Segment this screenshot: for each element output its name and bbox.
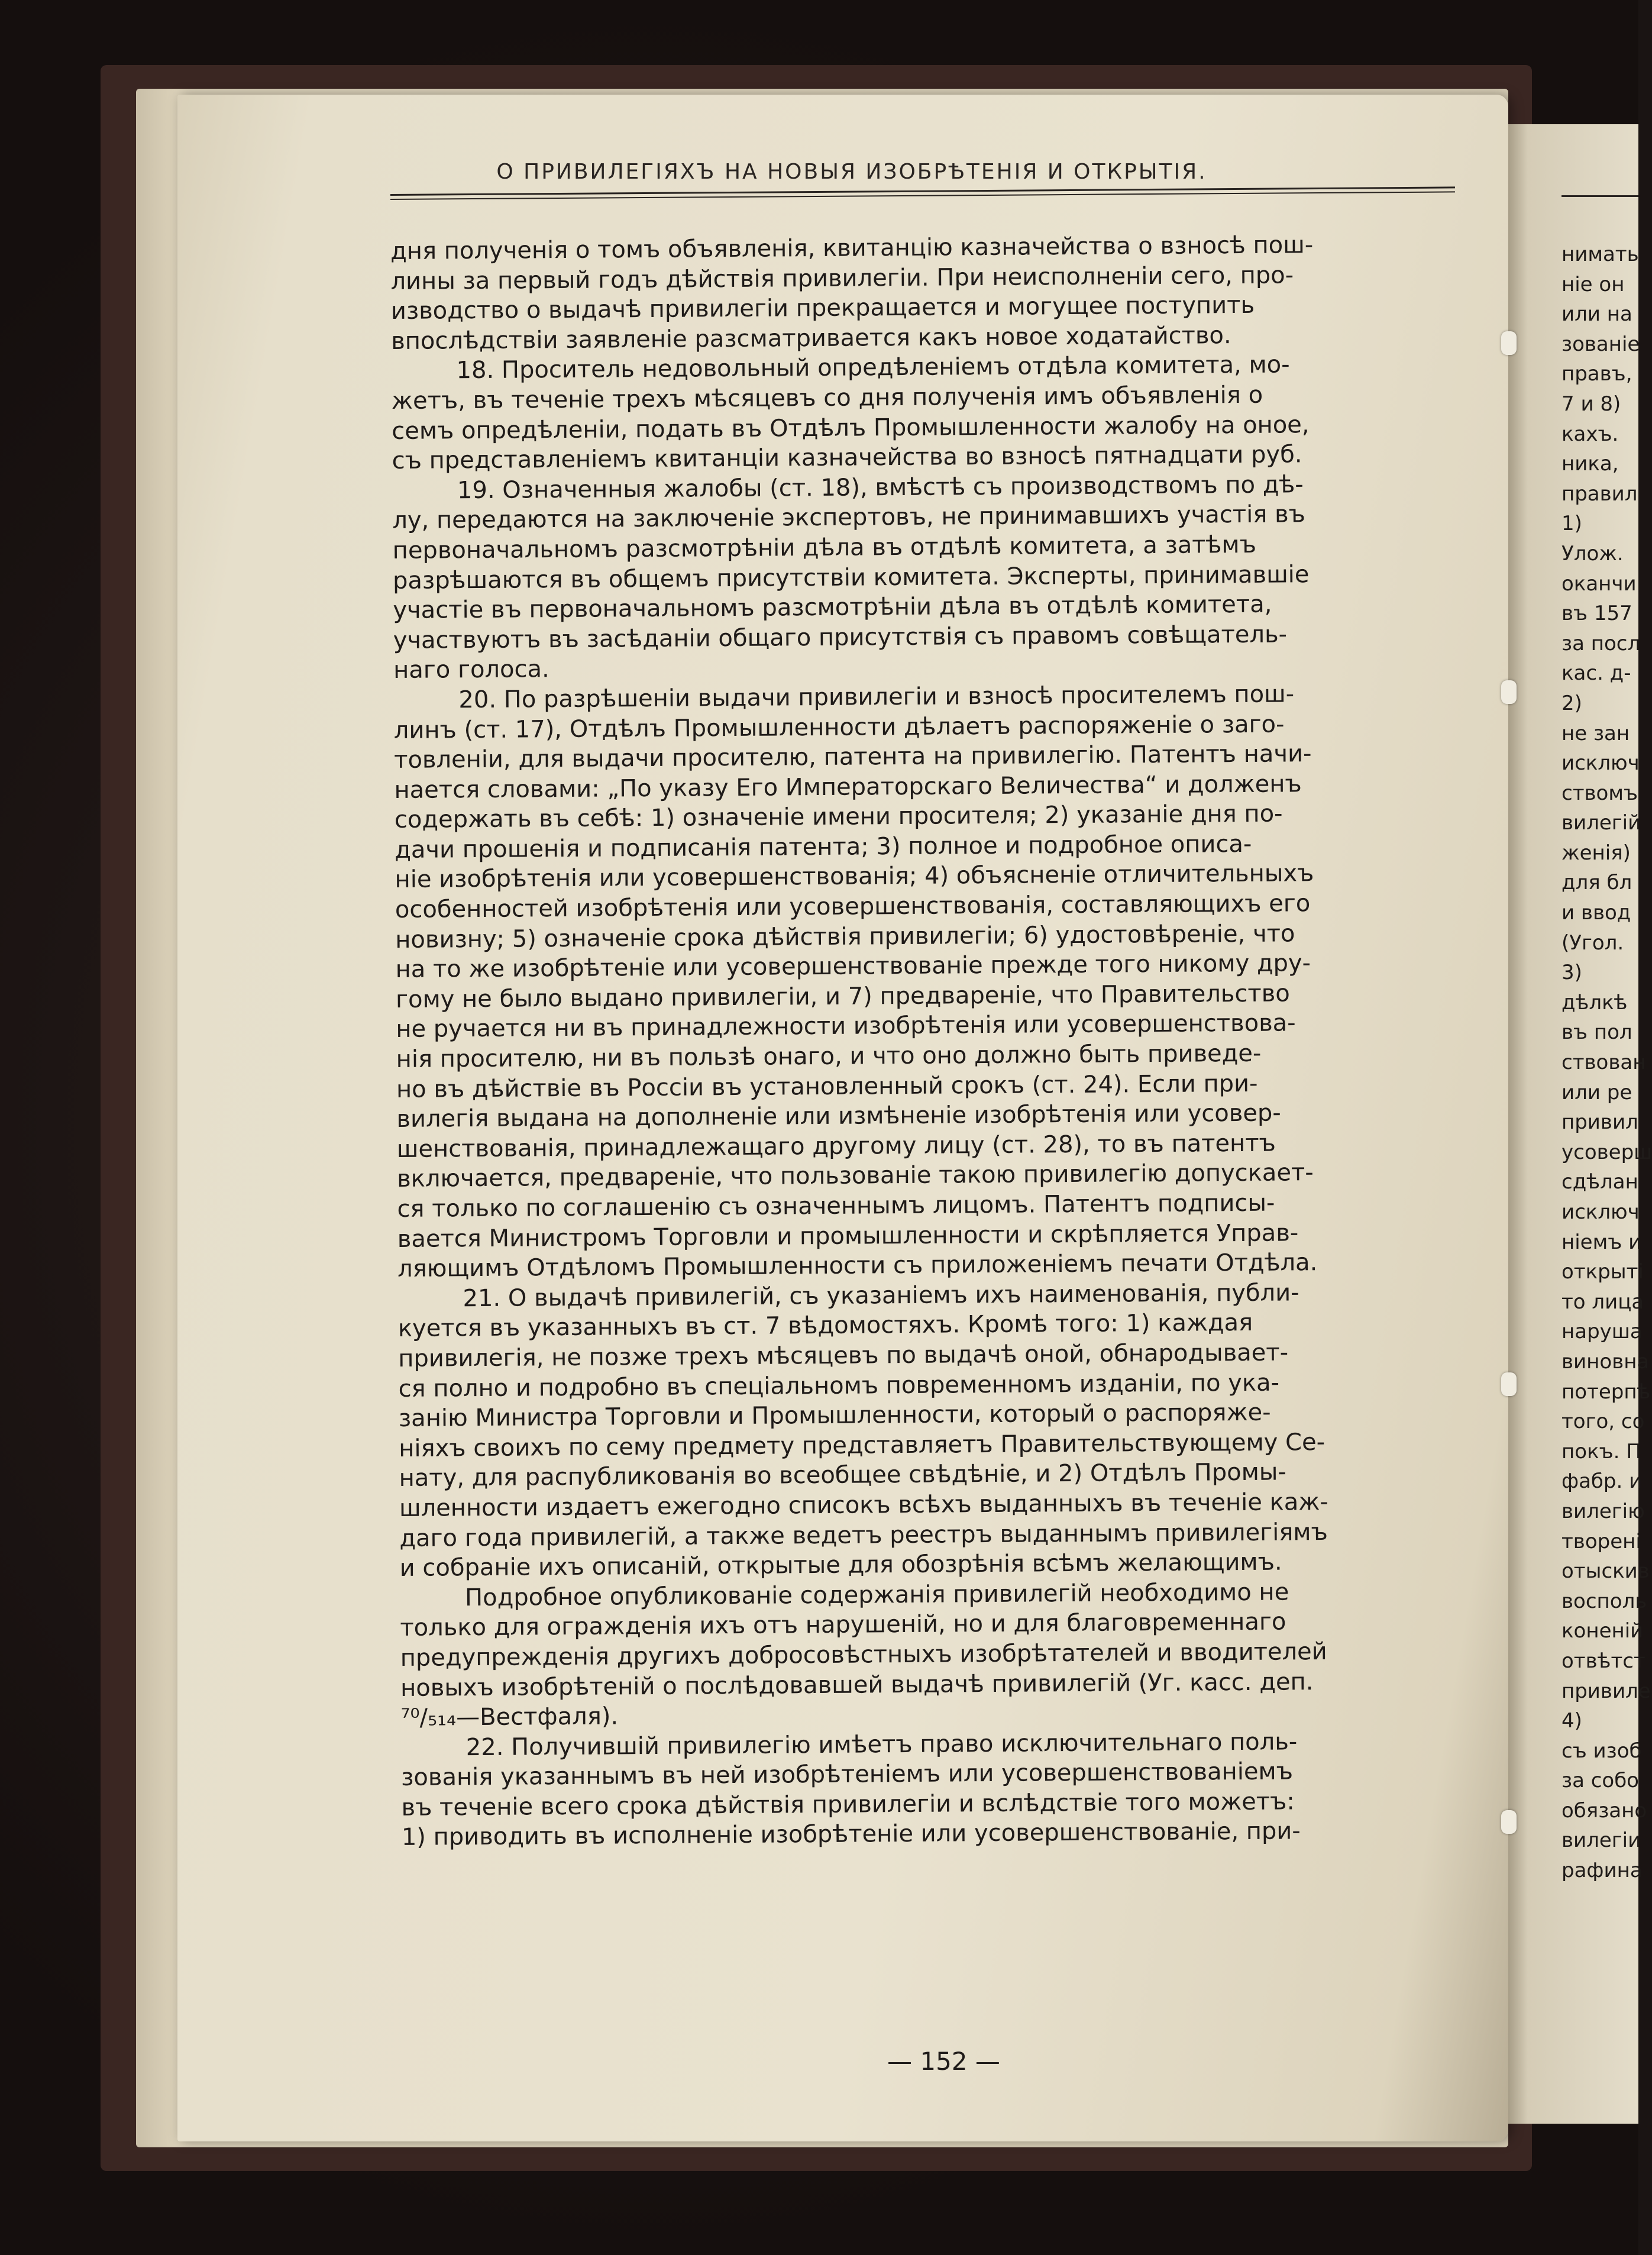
text-line: нату, для распубликованія во всеобщее свѣдѣніе, и 2) Отдѣлъ Промы- [399, 1458, 1286, 1492]
text-line: нія просителю, ни въ пользѣ онаго, и что оно должно быть приведе- [396, 1039, 1262, 1073]
text-line: шленности издаетъ ежегодно списокъ всѣхъ выданныхъ въ теченіе каж- [399, 1488, 1328, 1522]
text-line: содержать въ себѣ: 1) означеніе имени просителя; 2) указаніе дня по- [394, 800, 1283, 834]
next-page-line: Улож. [1562, 541, 1624, 566]
text-line: изводство о выдачѣ привилегіи прекращается и могущее поступить [390, 291, 1255, 325]
text-line: вается Министромъ Торговли и промышленности и скрѣпляется Управ- [397, 1219, 1299, 1253]
next-page-line: потерпѣ [1562, 1380, 1651, 1404]
text-line: ляющимъ Отдѣломъ Промышленности съ приложеніемъ печати Отдѣла. [397, 1249, 1318, 1283]
text-line: участвуютъ въ засѣданіи общаго присутствія съ правомъ совѣщатель- [393, 621, 1288, 654]
next-page-line: открыті [1562, 1260, 1644, 1284]
text-line: включается, предвареніе, что пользованіе такою привилегію допускает- [396, 1159, 1314, 1193]
next-page-line: 7 и 8) [1562, 392, 1621, 416]
next-page-line: отыскив [1562, 1559, 1650, 1584]
next-page-line: вилегій [1562, 811, 1641, 835]
next-page-line: зованіе [1562, 332, 1640, 356]
next-page-line: и ввод [1562, 901, 1631, 925]
text-line: Подробное опубликованіе содержанія привилегій необходимо не [464, 1578, 1289, 1611]
text-line: куется въ указанныхъ въ ст. 7 вѣдомостяхъ. Кромѣ того: 1) каждая [397, 1309, 1253, 1343]
next-page-line: 4) [1562, 1709, 1582, 1733]
text-line: ся только по соглашенію съ означеннымъ лицомъ. Патентъ подписы- [397, 1189, 1275, 1223]
next-page-line: въ 157 [1562, 602, 1632, 626]
text-line: даго года привилегій, а также ведетъ реестръ выданнымъ привилегіямъ [399, 1518, 1328, 1552]
next-page-line: нимать [1562, 243, 1639, 266]
text-line: 19. Означенныя жалобы (ст. 18), вмѣстѣ съ производствомъ по дѣ- [457, 470, 1304, 504]
next-page-line: виновна [1562, 1349, 1650, 1374]
text-line: привилегія, не позже трехъ мѣсяцевъ по выдачѣ оной, обнародывает- [398, 1339, 1289, 1372]
text-line: 1) приводить въ исполненіе изобрѣтеніе или усовершенствованіе, при- [401, 1817, 1301, 1852]
next-page-line: привиле [1562, 1679, 1651, 1703]
text-line: занію Министра Торговли и Промышленности, который о распоряже- [398, 1398, 1271, 1433]
text-line: 18. Проситель недовольный опредѣленіемъ отдѣла комитета, мо- [456, 351, 1290, 385]
text-line: предупрежденія другихъ добросовѣстныхъ изобрѣтателей и вводителей [400, 1637, 1327, 1672]
text-line: особенностей изобрѣтенія или усовершенствованія, составляющихъ его [395, 890, 1311, 924]
text-line: и собраніе ихъ описаній, открытые для обозрѣнія всѣмъ желающимъ. [399, 1548, 1282, 1582]
next-page-line: восполь [1562, 1589, 1647, 1613]
text-line: только для огражденія ихъ отъ нарушеній, но и для благовременнаго [400, 1608, 1286, 1642]
next-page-line: привил [1562, 1110, 1638, 1135]
next-page-line: правъ, [1562, 362, 1632, 386]
next-page-line: кахъ. [1562, 422, 1619, 446]
body-text [390, 229, 1466, 1853]
next-page-line: 2) [1562, 691, 1582, 715]
next-page-line: фабр. и [1562, 1469, 1643, 1494]
text-line: ⁷⁰/₅₁₄—Вестфаля). [400, 1702, 619, 1732]
next-page-line: вилегію [1562, 1499, 1645, 1523]
running-head: О ПРИВИЛЕГІЯХЪ НА НОВЫЯ ИЗОБРѢТЕНІЯ И ОТКРЫТІЯ. [496, 160, 1207, 184]
text-line: съ представленіемъ квитанціи казначейства во взносѣ пятнадцати руб. [392, 441, 1302, 475]
text-line: дня полученія о томъ объявленія, квитанцію казначейства о взносѣ пош- [390, 231, 1314, 265]
next-page-line: ніе он [1562, 272, 1625, 296]
next-page-line: дѣлкѣ [1562, 990, 1628, 1015]
text-line: шенствованія, принадлежащаго другому лицу (ст. 28), то въ патентъ [396, 1129, 1276, 1163]
text-line: 20. По разрѣшеніи выдачи привилегіи и взносѣ просителемъ пош- [458, 680, 1295, 714]
text-line: нается словами: „По указу Его Императорскаго Величества“ и долженъ [394, 770, 1302, 804]
text-line: наго голоса. [393, 655, 549, 684]
text-line: дачи прошенія и подписанія патента; 3) полное и подробное описа- [395, 830, 1252, 864]
binding-clip [1501, 331, 1517, 355]
next-page-line: оканчи [1562, 571, 1637, 596]
next-page-line: 1) [1562, 512, 1582, 536]
text-line: лины за первый годъ дѣйствія привилегіи. При неисполненіи сего, про- [390, 261, 1294, 295]
page-number: — 152 — [887, 2047, 1000, 2076]
next-page-line: женія) [1562, 841, 1631, 865]
text-line: ніе изобрѣтенія или усовершенствованія; 4) объясненіе отличительныхъ [395, 860, 1314, 894]
next-page-line: того, со [1562, 1410, 1645, 1434]
text-line: не ручается ни въ принадлежности изобрѣтенія или усовершенствова- [396, 1009, 1296, 1043]
next-page-line: съ изоб [1562, 1739, 1642, 1763]
next-page-line: для бл [1562, 871, 1632, 895]
next-page-line: въ пол [1562, 1020, 1632, 1045]
text-line: лу, передаются на заключеніе экспертовъ, не принимавшихъ участія въ [392, 500, 1306, 535]
next-page-line: ніемъ и [1562, 1230, 1642, 1254]
next-page-line: за собо [1562, 1769, 1639, 1793]
text-line: товленіи, для выдачи просителю, патента на привилегію. Патентъ начи- [394, 740, 1312, 774]
next-page-line: вилегіи [1562, 1828, 1641, 1853]
binding-clip [1501, 1372, 1517, 1396]
next-page-line: 3) [1562, 961, 1582, 985]
text-line: ніяхъ своихъ по сему предмету представляетъ Правительствующему Се- [399, 1428, 1326, 1462]
next-page-line: ника, [1562, 452, 1619, 476]
text-line: первоначальномъ разсмотрѣніи дѣла въ отдѣлѣ комитета, а затѣмъ [392, 531, 1257, 564]
next-page-line: творені [1562, 1529, 1641, 1553]
next-page-line: рафина [1562, 1859, 1643, 1883]
text-line: ся полно и подробно въ спеціальномъ повременномъ изданіи, по ука- [398, 1369, 1280, 1403]
next-page-line: ствомъ [1562, 781, 1638, 805]
text-line: впослѣдствіи заявленіе разсматривается какъ новое ходатайство. [391, 321, 1231, 355]
text-line: зованія указаннымъ въ ней изобрѣтеніемъ или усовершенствованіемъ [401, 1758, 1294, 1792]
text-line: линъ (ст. 17), Отдѣлъ Промышленности дѣлаетъ распоряженіе о заго- [393, 710, 1285, 744]
next-page-line: то лица [1562, 1290, 1644, 1314]
next-page-header-rule [1562, 195, 1638, 197]
next-page-line: не зан [1562, 721, 1630, 745]
next-page-line: отвѣтст [1562, 1649, 1645, 1673]
text-line: жетъ, въ теченіе трехъ мѣсяцевъ со дня полученія имъ объявленія о [391, 381, 1263, 415]
text-line: вилегія выдана на дополненіе или измѣненіе изобрѣтенія или усовер- [396, 1099, 1281, 1133]
next-page-line: обязано [1562, 1798, 1647, 1823]
next-page-line: покъ. П [1562, 1439, 1641, 1464]
text-line: но въ дѣйствіе въ Россіи въ установленный срокъ (ст. 24). Если при- [396, 1070, 1258, 1103]
next-page-line: или на [1562, 302, 1632, 327]
next-page-text [1562, 240, 1652, 1886]
text-line: на то же изобрѣтеніе или усовершенствованіе прежде того никому дру- [395, 949, 1311, 984]
text-line: новыхъ изобрѣтеній о послѣдовавшей выдачѣ привилегій (Уг. касс. деп. [400, 1668, 1314, 1702]
text-line: въ теченіе всего срока дѣйствія привилегіи и вслѣдствіе того можетъ: [401, 1788, 1295, 1821]
next-page-line: (Угол. [1562, 931, 1624, 955]
text-line: гому не было выдано привилегіи, и 7) предвареніе, что Правительство [395, 980, 1290, 1013]
next-page-line: за посл [1562, 631, 1641, 655]
text-line: участіе въ первоначальномъ разсмотрѣніи дѣла въ отдѣлѣ комитета, [393, 590, 1272, 625]
binding-clip [1501, 1810, 1517, 1834]
text-line: новизну; 5) означеніе срока дѣйствія привилегіи; 6) удостовѣреніе, что [395, 920, 1295, 954]
text-line: семъ опредѣленіи, подать въ Отдѣлъ Промышленности жалобу на оное, [392, 411, 1310, 445]
next-page-line: усоверш [1562, 1140, 1652, 1164]
text-line: 22. Получившій привилегію имѣетъ право исключительнаго поль- [465, 1728, 1298, 1761]
text-line: разрѣшаются въ общемъ присутствіи комитета. Эксперты, принимавшіе [392, 560, 1310, 595]
text-line: 21. О выдачѣ привилегій, съ указаніемъ ихъ наименованія, публи- [463, 1279, 1299, 1312]
next-page-line: исключ [1562, 1200, 1640, 1224]
next-page-line: кас. д- [1562, 661, 1631, 686]
binding-clip [1501, 680, 1517, 704]
next-page-line: правил [1562, 482, 1638, 506]
next-page-line: ствован [1562, 1051, 1646, 1075]
next-page-line: исключ [1562, 751, 1640, 776]
next-page-line: коненій [1562, 1619, 1644, 1643]
next-page-line: сдѣлан [1562, 1170, 1638, 1194]
next-page-line: или ре [1562, 1080, 1632, 1104]
next-page-line: наруша [1562, 1320, 1643, 1344]
